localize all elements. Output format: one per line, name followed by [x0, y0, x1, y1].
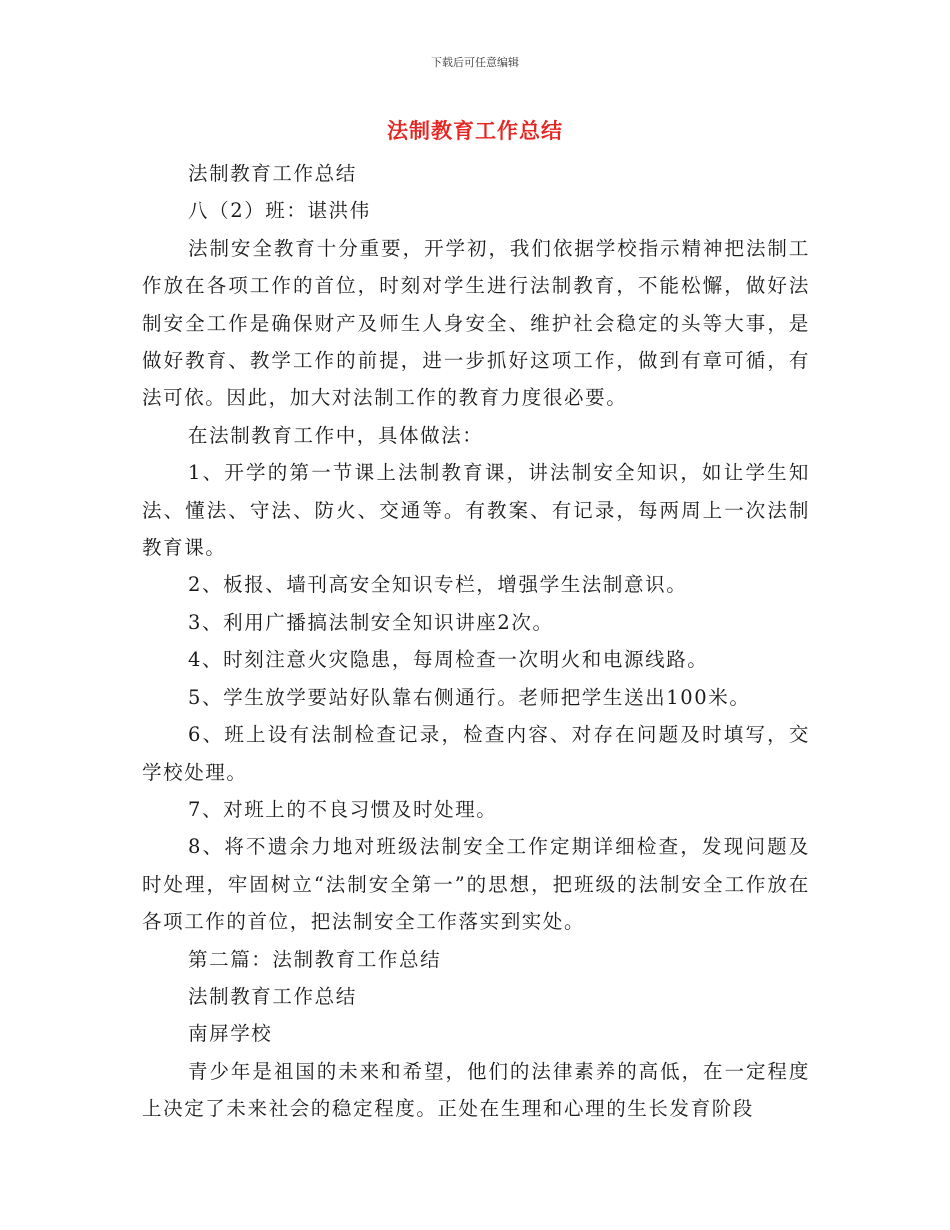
paragraph: 4、时刻注意火灾隐患，每周检查一次明火和电源线路。	[188, 648, 709, 672]
paragraph: 2、板报、墙刊高安全知识专栏，增强学生法制意识。	[188, 573, 688, 597]
paragraph: 1、开学的第一节课上法制教育课，讲法制安全知识，如让学生知法、懂法、守法、防火、交通等。有教案、有记录，每两周上一次法制教育课。	[142, 461, 810, 560]
header-note: 下载后可任意编辑	[431, 56, 519, 69]
paragraph: 法制教育工作总结	[188, 162, 357, 185]
paragraph: 第二篇：法制教育工作总结	[188, 947, 442, 971]
document-title: 法制教育工作总结	[387, 119, 563, 143]
paragraph: 在法制教育工作中，具体做法：	[188, 423, 484, 447]
paragraph: 法制安全教育十分重要，开学初，我们依据学校指示精神把法制工作放在各项工作的首位，时刻对学生进行法制教育，不能松懈，做好法制安全工作是确保财产及师生人身安全、维护社会稳定的头等大事，是做好教育、教学工作的前提，进一步抓好这项工作，做到有章可循，有法可依。因此，加大对法制工作的教育力度很必要。	[142, 236, 810, 410]
paragraph: 3、利用广播搞法制安全知识讲座2次。	[188, 610, 554, 634]
paragraph: 青少年是祖国的未来和希望，他们的法律素养的高低，在一定程度上决定了未来社会的稳定程度。正处在生理和心理的生长发育阶段	[142, 1059, 810, 1121]
paragraph: 7、对班上的不良习惯及时处理。	[188, 797, 498, 821]
paragraph: 5、学生放学要站好队靠右侧通行。老师把学生送出100米。	[188, 685, 751, 709]
paragraph: 6、班上设有法制检查记录，检查内容、对存在问题及时填写，交学校处理。	[142, 723, 810, 784]
paragraph: 8、将不遗余力地对班级法制安全工作定期详细检查，发现问题及时处理，牢固树立“法制安全第一”的思想，把班级的法制安全工作放在各项工作的首位，把法制安全工作落实到实处。	[142, 835, 810, 934]
paragraph: 南屏学校	[188, 1022, 273, 1046]
paragraph: 八（2）班：谌洪伟	[188, 199, 371, 223]
document-body	[142, 155, 810, 1128]
paragraph: 法制教育工作总结	[188, 984, 357, 1008]
